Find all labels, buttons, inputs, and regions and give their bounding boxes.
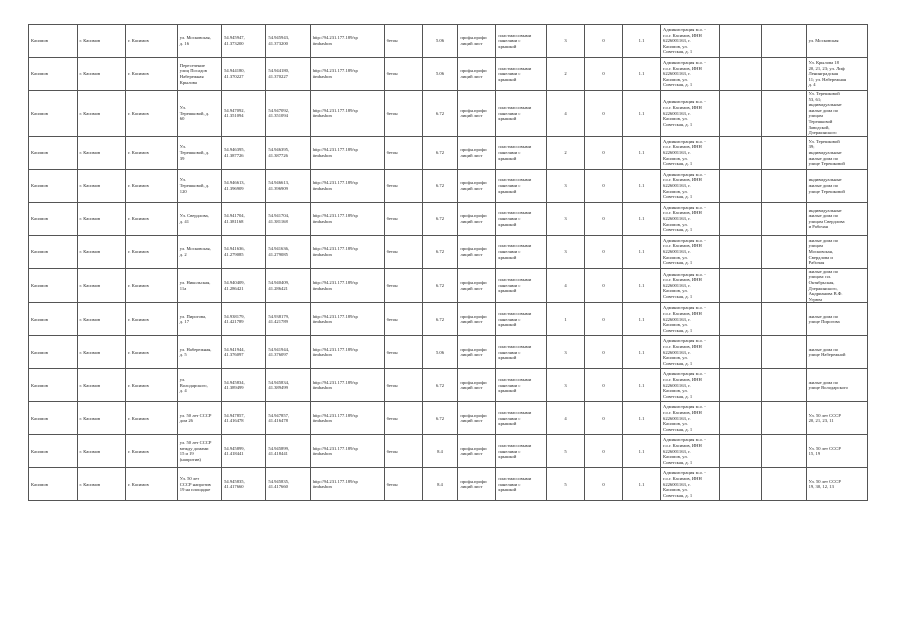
cell-longitude: 54.941704, 41.381168 xyxy=(266,202,310,235)
cell-city: Касимов xyxy=(29,169,78,202)
cell-address: ул. Володарского, д. 4 xyxy=(177,369,221,402)
cell-surface: профн.профи лиций лист xyxy=(458,91,496,137)
cell-latitude: 54.947857, 41.416478 xyxy=(222,402,266,435)
cell-fence-material: бетон xyxy=(384,336,422,369)
cell-link: http://94.231.177.189/sp itmbasbon xyxy=(310,136,384,169)
cell-waste-source: Ул. 50 лет СССР 19, 30, 12, 13 xyxy=(806,468,867,501)
cell-surface: профн.профи лиций лист xyxy=(458,235,496,268)
cell-surface: профн.профи лиций лист xyxy=(458,169,496,202)
cell-owner: Администрация м.о. - г.о.г. Касимов, ИНН 6226001163, г. Касимов, ул. Советская, д. 1 xyxy=(661,468,720,501)
cell-city: Касимов xyxy=(29,202,78,235)
cell-longitude: 54.940409, 41.286421 xyxy=(266,268,310,303)
cell-city: Касимов xyxy=(29,402,78,435)
cell-empty xyxy=(720,58,762,91)
cell-district: г. Касимов xyxy=(77,268,126,303)
cell-longitude: 54.941944, 41.376097 xyxy=(266,336,310,369)
cell-area: 5.06 xyxy=(422,25,458,58)
cell-empty xyxy=(720,169,762,202)
cell-district: г. Касимов xyxy=(77,169,126,202)
cell-district: г. Касимов xyxy=(77,435,126,468)
cell-district: г. Касимов xyxy=(77,25,126,58)
cell-volume: 1.1 xyxy=(623,235,661,268)
cell-container-type: пластмассовыми панелями с крышкой xyxy=(496,25,547,58)
cell-district: г. Касимов xyxy=(77,235,126,268)
cell-area: 8.4 xyxy=(422,468,458,501)
table-row xyxy=(29,136,868,169)
cell-empty xyxy=(762,58,806,91)
cell-container-type: пластмассовыми панелями с крышкой xyxy=(496,402,547,435)
cell-empty xyxy=(762,336,806,369)
cell-volume: 1.1 xyxy=(623,202,661,235)
cell-settlement: г. Касимов xyxy=(126,268,178,303)
cell-empty xyxy=(720,468,762,501)
cell-container-type: пластмассовыми панелями с крышкой xyxy=(496,468,547,501)
cell-owner: Администрация м.о. - г.о.г. Касимов, ИНН 6226001163, г. Касимов, ул. Советская, д. 1 xyxy=(661,336,720,369)
cell-area: 6.72 xyxy=(422,369,458,402)
cell-fence-material: бетон xyxy=(384,468,422,501)
cell-area: 5.06 xyxy=(422,336,458,369)
cell-fence-material: бетон xyxy=(384,303,422,336)
cell-empty xyxy=(720,336,762,369)
cell-latitude: 54.946613, 41.396909 xyxy=(222,169,266,202)
cell-volume: 1.1 xyxy=(623,402,661,435)
cell-city: Касимов xyxy=(29,25,78,58)
cell-latitude: 54.945835, 41.417660 xyxy=(222,468,266,501)
cell-address: ул. 50 лет СССР между домами 15 и 19 (напротив) xyxy=(177,435,221,468)
cell-empty xyxy=(720,369,762,402)
cell-waste-source: индивидуальные жилые дома по улице Терешковой xyxy=(806,169,867,202)
cell-owner: Администрация м.о. - г.о.г. Касимов, ИНН 6226001163, г. Касимов, ул. Советская, д. 1 xyxy=(661,169,720,202)
cell-empty xyxy=(762,235,806,268)
cell-container-type: пластмассовыми панелями с крышкой xyxy=(496,303,547,336)
cell-settlement: г. Касимов xyxy=(126,402,178,435)
cell-latitude: 54.941704, 41.381168 xyxy=(222,202,266,235)
cell-longitude: 54.946395, 41.387726 xyxy=(266,136,310,169)
cell-planned-count: 0 xyxy=(585,136,623,169)
cell-area: 6.72 xyxy=(422,303,458,336)
cell-latitude: 54.941636, 41.279085 xyxy=(222,235,266,268)
cell-settlement: г. Касимов xyxy=(126,235,178,268)
table-row xyxy=(29,402,868,435)
container-sites-table xyxy=(28,24,868,501)
cell-link: http://94.231.177.189/sp itmbasbon xyxy=(310,336,384,369)
cell-waste-source: Ул. Терешковой 53, 61; индивидуальные жилые дома по улицам Терешковой Заводской, Дзержинского xyxy=(806,91,867,137)
cell-surface: профн.профи лиций лист xyxy=(458,303,496,336)
cell-surface: профн.профи лиций лист xyxy=(458,402,496,435)
cell-fence-material: бетон xyxy=(384,25,422,58)
cell-planned-count: 0 xyxy=(585,468,623,501)
cell-volume: 1.1 xyxy=(623,268,661,303)
cell-container-count: 3 xyxy=(547,235,585,268)
cell-district: г. Касимов xyxy=(77,369,126,402)
cell-waste-source: жилые дома по улице Набережной xyxy=(806,336,867,369)
cell-owner: Администрация м.о. - г.о.г. Касимов, ИНН 6226001163, г. Касимов, ул. Советская, д. 1 xyxy=(661,303,720,336)
cell-empty xyxy=(762,402,806,435)
cell-waste-source: жилые дома по улице Володарского xyxy=(806,369,867,402)
cell-container-count: 4 xyxy=(547,402,585,435)
cell-owner: Администрация м.о. - г.о.г. Касимов, ИНН 6226001163, г. Касимов, ул. Советская, д. 1 xyxy=(661,435,720,468)
cell-fence-material: бетон xyxy=(384,235,422,268)
cell-empty xyxy=(720,402,762,435)
cell-area: 5.06 xyxy=(422,58,458,91)
cell-city: Касимов xyxy=(29,303,78,336)
cell-volume: 1.1 xyxy=(623,435,661,468)
cell-district: г. Касимов xyxy=(77,468,126,501)
cell-container-type: пластмассовыми панелями с крышкой xyxy=(496,235,547,268)
cell-surface: профн.профи лиций лист xyxy=(458,336,496,369)
cell-area: 6.72 xyxy=(422,202,458,235)
cell-city: Касимов xyxy=(29,91,78,137)
table-row xyxy=(29,468,868,501)
cell-volume: 1.1 xyxy=(623,169,661,202)
cell-surface: профн.профи лиций лист xyxy=(458,435,496,468)
cell-area: 6.72 xyxy=(422,91,458,137)
cell-container-count: 5 xyxy=(547,468,585,501)
cell-longitude: 54.938179, 41.421789 xyxy=(266,303,310,336)
cell-owner: Администрация м.о. - г.о.г. Касимов, ИНН 6226001163, г. Касимов, ул. Советская, д. 1 xyxy=(661,91,720,137)
cell-owner: Администрация м.о. - г.о.г. Касимов, ИНН 6226001163, г. Касимов, ул. Советская, д. 1 xyxy=(661,58,720,91)
cell-address: ул. Набережная, д. 5 xyxy=(177,336,221,369)
cell-fence-material: бетон xyxy=(384,169,422,202)
cell-surface: профн.профи лиций лист xyxy=(458,136,496,169)
cell-planned-count: 0 xyxy=(585,268,623,303)
cell-address: Ул. Терешковой, д. 120 xyxy=(177,169,221,202)
cell-city: Касимов xyxy=(29,235,78,268)
cell-container-count: 3 xyxy=(547,336,585,369)
cell-latitude: 54.941944, 41.376097 xyxy=(222,336,266,369)
cell-latitude: 54.940409, 41.286421 xyxy=(222,268,266,303)
cell-latitude: 54.945899, 41.418441 xyxy=(222,435,266,468)
cell-address: ул. Московская, д. 2 xyxy=(177,235,221,268)
cell-link: http://94.231.177.189/sp itmbasbon xyxy=(310,369,384,402)
cell-empty xyxy=(762,369,806,402)
cell-volume: 1.1 xyxy=(623,303,661,336)
cell-address: Ул. Свердлова, д. 41 xyxy=(177,202,221,235)
cell-container-count: 1 xyxy=(547,303,585,336)
cell-settlement: г. Касимов xyxy=(126,25,178,58)
cell-area: 6.72 xyxy=(422,235,458,268)
cell-settlement: г. Касимов xyxy=(126,202,178,235)
cell-planned-count: 0 xyxy=(585,402,623,435)
cell-empty xyxy=(762,169,806,202)
table-row xyxy=(29,435,868,468)
cell-volume: 1.1 xyxy=(623,369,661,402)
cell-latitude: 54.947092, 41.351094 xyxy=(222,91,266,137)
cell-empty xyxy=(720,235,762,268)
cell-volume: 1.1 xyxy=(623,136,661,169)
cell-planned-count: 0 xyxy=(585,435,623,468)
cell-waste-source: индивидуальные жилые дома по улицам Свердлова и Рабочая xyxy=(806,202,867,235)
cell-address: Пересечение улиц Посадов Набережная Крылова xyxy=(177,58,221,91)
cell-container-count: 4 xyxy=(547,268,585,303)
cell-district: г. Касимов xyxy=(77,402,126,435)
cell-empty xyxy=(720,268,762,303)
cell-container-count: 5 xyxy=(547,435,585,468)
cell-volume: 1.1 xyxy=(623,58,661,91)
cell-empty xyxy=(762,468,806,501)
cell-latitude: 54.945947, 41.373200 xyxy=(222,25,266,58)
cell-empty xyxy=(762,435,806,468)
cell-empty xyxy=(762,202,806,235)
cell-area: 6.72 xyxy=(422,402,458,435)
cell-settlement: г. Касимов xyxy=(126,468,178,501)
cell-longitude: 54.941636, 41.279085 xyxy=(266,235,310,268)
cell-planned-count: 0 xyxy=(585,336,623,369)
cell-container-count: 3 xyxy=(547,25,585,58)
cell-planned-count: 0 xyxy=(585,235,623,268)
cell-city: Касимов xyxy=(29,58,78,91)
table-row xyxy=(29,336,868,369)
cell-address: ул. 50 лет СССР дом 26 xyxy=(177,402,221,435)
cell-planned-count: 0 xyxy=(585,369,623,402)
cell-container-count: 3 xyxy=(547,369,585,402)
table-row xyxy=(29,303,868,336)
cell-link: http://94.231.177.189/sp itmbasbon xyxy=(310,169,384,202)
cell-planned-count: 0 xyxy=(585,91,623,137)
cell-container-type: пластмассовыми панелями с крышкой xyxy=(496,435,547,468)
table-body xyxy=(29,25,868,501)
cell-link: http://94.231.177.189/sp itmbasbon xyxy=(310,468,384,501)
table-row xyxy=(29,235,868,268)
cell-planned-count: 0 xyxy=(585,58,623,91)
cell-link: http://94.231.177.189/sp itmbasbon xyxy=(310,402,384,435)
cell-owner: Администрация м.о. - г.о.г. Касимов, ИНН 6226001163, г. Касимов, ул. Советская, д. 1 xyxy=(661,136,720,169)
cell-planned-count: 0 xyxy=(585,25,623,58)
cell-settlement: г. Касимов xyxy=(126,369,178,402)
cell-container-count: 4 xyxy=(547,91,585,137)
cell-longitude: 54.944180, 41.370227 xyxy=(266,58,310,91)
cell-district: г. Касимов xyxy=(77,303,126,336)
cell-latitude: 54.938179, 41.421789 xyxy=(222,303,266,336)
cell-container-type: пластмассовыми панелями с крышкой xyxy=(496,169,547,202)
cell-container-type: пластмассовыми панелями с крышкой xyxy=(496,91,547,137)
cell-longitude: 54.945835, 41.417660 xyxy=(266,468,310,501)
cell-link: http://94.231.177.189/sp itmbasbon xyxy=(310,202,384,235)
cell-district: г. Касимов xyxy=(77,202,126,235)
cell-longitude: 54.945834, 41.389499 xyxy=(266,369,310,402)
cell-city: Касимов xyxy=(29,435,78,468)
cell-district: г. Касимов xyxy=(77,136,126,169)
cell-address: ул. Московская, д. 16 xyxy=(177,25,221,58)
cell-area: 8.4 xyxy=(422,435,458,468)
cell-container-type: пластмассовыми панелями с крышкой xyxy=(496,268,547,303)
cell-volume: 1.1 xyxy=(623,336,661,369)
cell-link: http://94.231.177.189/sp itmbasbon xyxy=(310,268,384,303)
cell-settlement: г. Касимов xyxy=(126,91,178,137)
cell-surface: профн.профи лиций лист xyxy=(458,202,496,235)
cell-volume: 1.1 xyxy=(623,25,661,58)
cell-fence-material: бетон xyxy=(384,268,422,303)
cell-address: Ул. Терешковой, д. 60 xyxy=(177,91,221,137)
cell-fence-material: бетон xyxy=(384,435,422,468)
cell-fence-material: бетон xyxy=(384,91,422,137)
cell-owner: Администрация м.о. - г.о.г. Касимов, ИНН 6226001163, г. Касимов, ул. Советская, д. 1 xyxy=(661,235,720,268)
cell-city: Касимов xyxy=(29,468,78,501)
cell-link: http://94.231.177.189/sp itmbasbon xyxy=(310,25,384,58)
table-row xyxy=(29,91,868,137)
cell-surface: профн.профи лиций лист xyxy=(458,468,496,501)
cell-link: http://94.231.177.189/sp itmbasbon xyxy=(310,235,384,268)
cell-longitude: 54.945943, 41.373200 xyxy=(266,25,310,58)
cell-volume: 1.1 xyxy=(623,468,661,501)
table-row xyxy=(29,58,868,91)
cell-owner: Администрация м.о. - г.о.г. Касимов, ИНН 6226001163, г. Касимов, ул. Советская, д. 1 xyxy=(661,202,720,235)
table-row xyxy=(29,268,868,303)
cell-owner: Администрация м.о. - г.о.г. Касимов, ИНН 6226001163, г. Касимов, ул. Советская, д. 1 xyxy=(661,369,720,402)
cell-settlement: г. Касимов xyxy=(126,58,178,91)
cell-link: http://94.231.177.189/sp itmbasbon xyxy=(310,435,384,468)
cell-latitude: 54.944180, 41.370227 xyxy=(222,58,266,91)
cell-district: г. Касимов xyxy=(77,91,126,137)
cell-fence-material: бетон xyxy=(384,402,422,435)
cell-latitude: 54.945834, 41.389499 xyxy=(222,369,266,402)
table-row xyxy=(29,202,868,235)
cell-address: ул. Никольская, 11а xyxy=(177,268,221,303)
cell-link: http://94.231.177.189/sp itmbasbon xyxy=(310,58,384,91)
cell-longitude: 54.947857, 41.416478 xyxy=(266,402,310,435)
cell-waste-source: жилые дома по улицам: пл. Октябрьская, Дзержинского, Андрианова В.Ф. Угрюм xyxy=(806,268,867,303)
cell-empty xyxy=(720,25,762,58)
cell-container-count: 2 xyxy=(547,58,585,91)
cell-empty xyxy=(762,136,806,169)
cell-volume: 1.1 xyxy=(623,91,661,137)
cell-container-count: 3 xyxy=(547,202,585,235)
cell-fence-material: бетон xyxy=(384,136,422,169)
cell-waste-source: Ул. 50 лет СССР 15, 19 xyxy=(806,435,867,468)
cell-settlement: г. Касимов xyxy=(126,336,178,369)
cell-settlement: г. Касимов xyxy=(126,303,178,336)
cell-longitude: 54.947092, 41.351094 xyxy=(266,91,310,137)
cell-waste-source: жилые дома по улицам Московская, Свердлова и Рабочая xyxy=(806,235,867,268)
cell-container-type: пластмассовыми панелями с крышкой xyxy=(496,336,547,369)
cell-city: Касимов xyxy=(29,136,78,169)
cell-address: Ул. 50 лет СССР напротив 19 на площадке xyxy=(177,468,221,501)
cell-container-count: 2 xyxy=(547,136,585,169)
cell-container-count: 3 xyxy=(547,169,585,202)
cell-settlement: г. Касимов xyxy=(126,169,178,202)
cell-planned-count: 0 xyxy=(585,202,623,235)
cell-container-type: пластмассовыми панелями с крышкой xyxy=(496,58,547,91)
cell-container-type: пластмассовыми панелями с крышкой xyxy=(496,136,547,169)
cell-surface: профн.профи лиций лист xyxy=(458,268,496,303)
cell-planned-count: 0 xyxy=(585,303,623,336)
table-row xyxy=(29,369,868,402)
cell-waste-source: жилые дома по улице Пирогова xyxy=(806,303,867,336)
cell-empty xyxy=(720,303,762,336)
cell-fence-material: бетон xyxy=(384,369,422,402)
cell-city: Касимов xyxy=(29,369,78,402)
cell-city: Касимов xyxy=(29,268,78,303)
cell-fence-material: бетон xyxy=(384,202,422,235)
cell-empty xyxy=(720,136,762,169)
cell-district: г. Касимов xyxy=(77,336,126,369)
cell-empty xyxy=(762,91,806,137)
cell-city: Касимов xyxy=(29,336,78,369)
cell-address: ул. Пирогова, д. 17 xyxy=(177,303,221,336)
cell-empty xyxy=(720,202,762,235)
cell-owner: Администрация м.о. - г.о.г. Касимов, ИНН 6226001163, г. Касимов, ул. Советская, д. 1 xyxy=(661,268,720,303)
cell-settlement: г. Касимов xyxy=(126,136,178,169)
cell-surface: профн.профи лиций лист xyxy=(458,58,496,91)
cell-surface: профн.профи лиций лист xyxy=(458,25,496,58)
cell-surface: профн.профи лиций лист xyxy=(458,369,496,402)
cell-area: 6.72 xyxy=(422,268,458,303)
table-row xyxy=(29,169,868,202)
cell-planned-count: 0 xyxy=(585,169,623,202)
cell-waste-source: Ул. Крылова 18 20, 21, 23; ул. Лиф Ленинградская 11; ул. Набережная д. 4 xyxy=(806,58,867,91)
cell-owner: Администрация м.о. - г.о.г. Касимов, ИНН 6226001163, г. Касимов, ул. Советская, д. 1 xyxy=(661,25,720,58)
cell-longitude: 54.946613, 41.396909 xyxy=(266,169,310,202)
cell-longitude: 54.945899, 41.418441 xyxy=(266,435,310,468)
cell-owner: Администрация м.о. - г.о.г. Касимов, ИНН 6226001163, г. Касимов, ул. Советская, д. 1 xyxy=(661,402,720,435)
cell-container-type: пластмассовыми панелями с крышкой xyxy=(496,202,547,235)
cell-fence-material: бетон xyxy=(384,58,422,91)
cell-link: http://94.231.177.189/sp itmbasbon xyxy=(310,303,384,336)
cell-waste-source: Ул. Терешковой 39; индивидуальные жилые дома по улице Терешковой xyxy=(806,136,867,169)
cell-empty xyxy=(762,25,806,58)
cell-waste-source: ул. Московская xyxy=(806,25,867,58)
cell-link: http://94.231.177.189/sp itmbasbon xyxy=(310,91,384,137)
cell-empty xyxy=(720,91,762,137)
cell-empty xyxy=(720,435,762,468)
cell-waste-source: Ул. 50 лет СССР 20, 21, 23, 11 xyxy=(806,402,867,435)
cell-settlement: г. Касимов xyxy=(126,435,178,468)
table-row xyxy=(29,25,868,58)
cell-latitude: 54.946395, 41.387726 xyxy=(222,136,266,169)
cell-area: 6.72 xyxy=(422,169,458,202)
cell-address: Ул. Терешковой, д. 39 xyxy=(177,136,221,169)
cell-district: г. Касимов xyxy=(77,58,126,91)
cell-area: 6.72 xyxy=(422,136,458,169)
cell-container-type: пластмассовыми панелями с крышкой xyxy=(496,369,547,402)
cell-empty xyxy=(762,268,806,303)
cell-empty xyxy=(762,303,806,336)
